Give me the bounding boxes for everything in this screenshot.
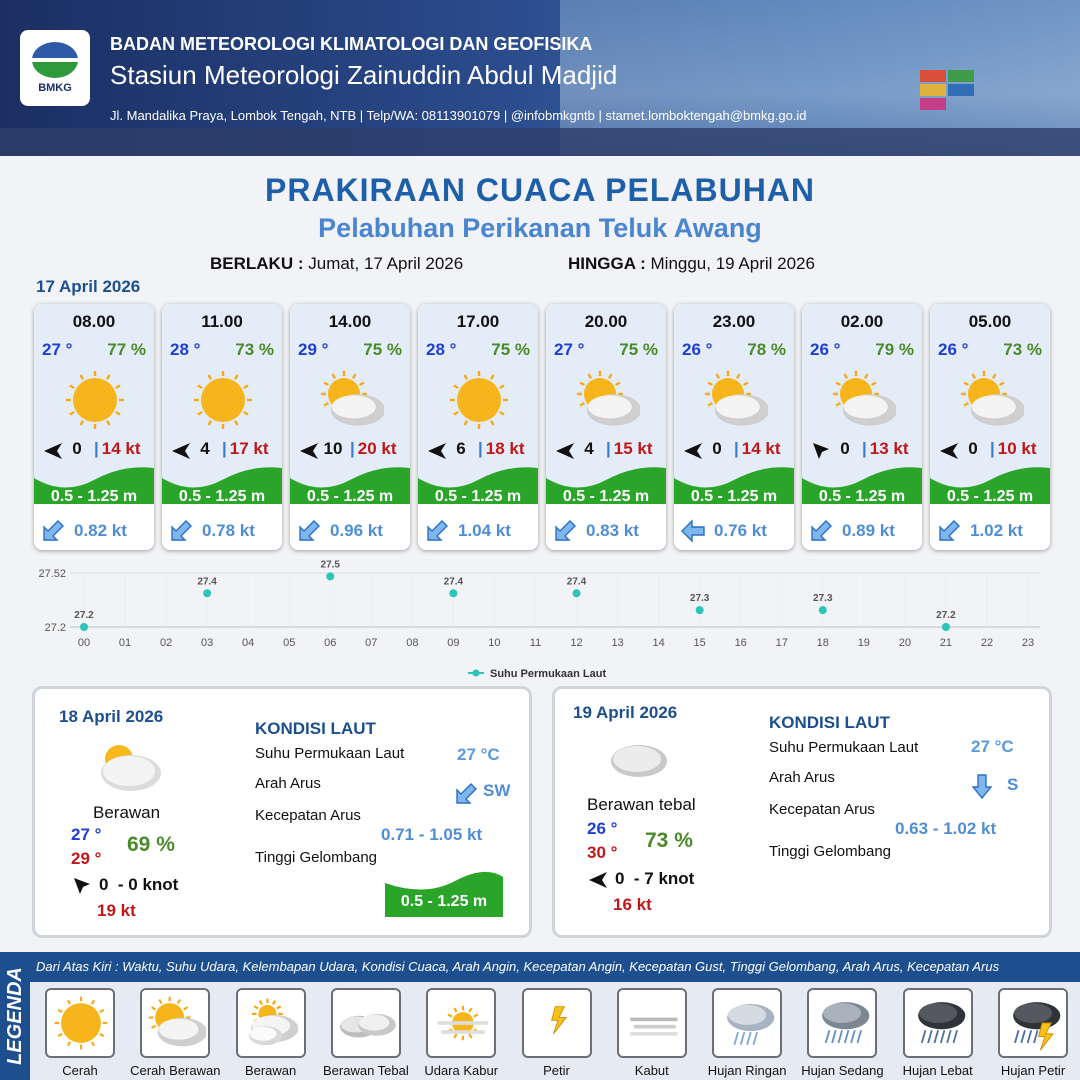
logo-text: BMKG (38, 82, 72, 94)
day3-wave-label: Tinggi Gelombang (769, 843, 892, 860)
forecast-humidity: 73 % (1003, 340, 1042, 359)
station-contact: Jl. Mandalika Praya, Lombok Tengah, NTB | Telp/WA: 08113901079 | @infobmkgntb | stamet.lomboktengah@bmkg.go.id (110, 108, 807, 123)
x-tick-label: 13 (611, 637, 624, 649)
day2-wind: 0 - 0 knot (99, 875, 179, 894)
wave-height: 0.5 - 1.25 m (50, 488, 138, 505)
forecast-card (290, 304, 410, 550)
forecast-card (34, 304, 154, 550)
current-speed: 0.96 kt (330, 521, 383, 540)
hujan-sedang-icon (813, 994, 873, 1057)
current-speed: 0.82 kt (74, 521, 127, 540)
day3-temp-max: 30 ° (587, 843, 618, 862)
day2-curdir-label: Arah Arus (255, 775, 321, 792)
berawan-tebal-icon (337, 994, 397, 1057)
day3-wind: 0 - 7 knot (615, 869, 695, 888)
udara-kabur-icon (432, 994, 492, 1057)
berawan-tebal-icon (607, 735, 671, 781)
forecast-card (802, 304, 922, 550)
bmkg-logo (20, 30, 90, 106)
wind-direction-icon (587, 869, 609, 891)
cerah-berawan-icon (318, 368, 384, 432)
wave-height: 0.5 - 1.25 m (690, 488, 778, 505)
current-direction-icon (168, 518, 194, 544)
day2-curspd-value: 0.71 - 1.05 kt (381, 825, 483, 844)
legend-label: Petir (543, 1063, 570, 1078)
data-label: 27.4 (566, 576, 587, 588)
legend-hujan-sedang (807, 988, 877, 1058)
legend-cerah-berawan (140, 988, 210, 1058)
forecast-time: 23.00 (712, 312, 756, 331)
gust-value: 15 kt (613, 439, 653, 458)
x-tick-label: 17 (775, 637, 788, 649)
valid-from-value: Jumat, 17 April 2026 (308, 254, 464, 273)
legend-label: Hujan Sedang (801, 1063, 884, 1078)
day3-humidity: 73 % (645, 829, 693, 852)
data-point (573, 589, 581, 597)
gust-value: 10 kt (997, 439, 1037, 458)
valid-to (568, 254, 815, 274)
forecast-temp: 28 ° (170, 340, 201, 359)
y-tick-label: 27.52 (38, 568, 66, 580)
data-label: 27.4 (197, 576, 217, 588)
data-label: 27.5 (320, 560, 340, 571)
current-direction-icon (552, 518, 578, 544)
wave-height: 0.5 - 1.25 m (562, 488, 650, 505)
forecast-temp: 26 ° (810, 340, 841, 359)
day3-sst-label: Suhu Permukaan Laut (769, 739, 919, 756)
forecast-time: 20.00 (584, 312, 628, 331)
container-graphic (920, 98, 946, 110)
y-tick-label: 27.2 (44, 622, 66, 634)
forecast-card (162, 304, 282, 550)
x-tick-label: 06 (324, 637, 337, 649)
current-direction-icon (808, 518, 834, 544)
x-tick-label: 18 (816, 637, 829, 649)
day2-date: 18 April 2026 (59, 707, 164, 726)
gust-speed: | 14 kt (94, 439, 141, 458)
day2-temp-max: 29 ° (71, 849, 102, 868)
day3-curspd-value: 0.63 - 1.02 kt (895, 819, 997, 838)
gust-speed: | 14 kt (734, 439, 781, 458)
wind-speed: 0 (840, 439, 850, 458)
cerah-icon (190, 368, 256, 432)
wind-speed: 4 (200, 439, 210, 458)
header-floor (0, 128, 1080, 156)
cerah-icon (51, 994, 111, 1057)
forecast-time: 05.00 (968, 312, 1012, 331)
forecast-temp: 26 ° (682, 340, 713, 359)
legend-label: Cerah Berawan (130, 1063, 221, 1078)
wave-height: 0.5 - 1.25 m (434, 488, 522, 505)
cerah-berawan-icon (702, 368, 768, 432)
current-speed: 0.76 kt (714, 521, 767, 540)
legend-cerah (45, 988, 115, 1058)
current-direction-icon (424, 518, 450, 544)
wind-speed: 0 (712, 439, 722, 458)
x-tick-label: 01 (118, 637, 132, 649)
gust-speed: | 17 kt (222, 439, 269, 458)
day3-condition: Berawan tebal (587, 795, 696, 814)
day2-curspd-label: Kecepatan Arus (255, 807, 361, 824)
gust-value: 14 kt (741, 439, 781, 458)
berawan-icon (242, 994, 302, 1057)
legend-hujan-ringan (712, 988, 782, 1058)
agency-name: BADAN METEOROLOGI KLIMATOLOGI DAN GEOFISIKA (110, 34, 593, 54)
day3-date: 19 April 2026 (573, 703, 678, 722)
legend-hujan-petir (998, 988, 1068, 1058)
gust-speed: | 10 kt (990, 439, 1037, 458)
current-direction-icon (453, 781, 481, 807)
x-tick-label: 19 (857, 637, 870, 649)
current-speed: 0.89 kt (842, 521, 895, 540)
station-name: Stasiun Meteorologi Zainuddin Abdul Madjid (110, 60, 618, 90)
data-point (449, 589, 457, 597)
current-direction-icon (680, 518, 706, 544)
legend-label: Berawan Tebal (323, 1063, 409, 1078)
gust-speed: | 15 kt (606, 439, 653, 458)
container-graphic (948, 70, 974, 82)
x-tick-label: 15 (693, 637, 706, 649)
wind-speed: 4 (584, 439, 594, 458)
x-tick-label: 21 (939, 637, 953, 649)
current-direction-icon (971, 773, 993, 801)
wind-speed: 0 (968, 439, 978, 458)
gust-value: 14 kt (101, 439, 141, 458)
cerah-berawan-icon (574, 368, 640, 432)
forecast-card (418, 304, 538, 550)
legend-label: Hujan Petir (1000, 1063, 1066, 1078)
page-subtitle: Pelabuhan Perikanan Teluk Awang (318, 213, 762, 243)
day2-gust: 19 kt (97, 901, 136, 920)
x-tick-label: 00 (77, 637, 91, 649)
current-direction-icon (40, 518, 66, 544)
day3-curdir-label: Arah Arus (769, 769, 835, 786)
x-tick-label: 02 (159, 637, 173, 649)
forecast-humidity: 78 % (747, 340, 786, 359)
legend-hujan-lebat (903, 988, 973, 1058)
page-title: PRAKIRAAN CUACA PELABUHAN (264, 172, 816, 208)
legend-udara-kabur (426, 988, 496, 1058)
current-speed: 0.83 kt (586, 521, 639, 540)
legend-berawan-tebal (331, 988, 401, 1058)
forecast-time: 17.00 (456, 312, 500, 331)
container-graphic (948, 84, 974, 96)
forecast-temp: 29 ° (298, 340, 329, 359)
forecast-temp: 27 ° (554, 340, 585, 359)
hujan-ringan-icon (718, 994, 778, 1057)
forecast-card (930, 304, 1050, 550)
x-tick-label: 08 (406, 637, 419, 649)
day2-curdir-value: SW (483, 781, 511, 800)
x-tick-label: 16 (734, 637, 747, 649)
data-label: 27.4 (443, 576, 464, 588)
x-tick-label: 05 (283, 637, 296, 649)
legend-title: LEGENDA (4, 967, 26, 1065)
day2-wave-label: Tinggi Gelombang (255, 849, 378, 866)
wind-direction-icon (71, 875, 93, 897)
cerah-berawan-icon (830, 368, 896, 432)
current-direction-icon (936, 518, 962, 544)
forecast-humidity: 73 % (235, 340, 274, 359)
hujan-lebat-icon (909, 994, 969, 1057)
day2-panel (32, 686, 532, 938)
legend-label: Hujan Ringan (707, 1063, 787, 1078)
valid-from (210, 254, 463, 274)
legend-petir (522, 988, 592, 1058)
forecast-card (546, 304, 666, 550)
legend-label: Kabut (634, 1063, 669, 1078)
wave-height: 0.5 - 1.25 m (306, 488, 394, 505)
current-speed: 1.02 kt (970, 521, 1023, 540)
current-direction-icon (296, 518, 322, 544)
forecast-time: 08.00 (72, 312, 116, 331)
x-tick-label: 12 (570, 637, 583, 649)
x-tick-label: 10 (488, 637, 501, 649)
forecast-time: 11.00 (201, 312, 243, 331)
day3-sst-value: 27 °C (971, 737, 1014, 756)
cerah-berawan-icon (958, 368, 1024, 432)
day2-sea-title: KONDISI LAUT (255, 719, 376, 738)
forecast-temp: 27 ° (42, 340, 73, 359)
container-graphic (920, 84, 946, 96)
valid-to-value: Minggu, 19 April 2026 (650, 254, 815, 273)
forecast-humidity: 75 % (491, 340, 530, 359)
legend-description: Dari Atas Kiri : Waktu, Suhu Udara, Kelembapan Udara, Kondisi Cuaca, Arah Angin, Kecepatan Angin, Kecepatan Gust, Tinggi Gelombang, Arah Arus, Kecepatan Arus (30, 952, 1080, 982)
forecast-time: 14.00 (328, 312, 372, 331)
valid-to-label: HINGGA : (568, 254, 646, 273)
gust-speed: | 13 kt (862, 439, 909, 458)
data-label: 27.3 (689, 593, 710, 605)
day3-curspd-label: Kecepatan Arus (769, 801, 875, 818)
kabut-icon (623, 994, 683, 1057)
forecast-humidity: 75 % (363, 340, 402, 359)
data-point (203, 589, 211, 597)
gust-value: 17 kt (229, 439, 269, 458)
wave-height: 0.5 - 1.25 m (818, 488, 906, 505)
data-label: 27.3 (813, 593, 833, 605)
legend-kabut (617, 988, 687, 1058)
legend-berawan (236, 988, 306, 1058)
wind-speed: 10 (323, 439, 343, 458)
x-tick-label: 14 (652, 637, 665, 649)
legend-label: Berawan (244, 1063, 297, 1078)
x-tick-label: 04 (242, 637, 255, 649)
gust-speed: | 20 kt (350, 439, 397, 458)
wave-height: 0.5 - 1.25 m (178, 488, 266, 505)
gust-value: 13 kt (869, 439, 909, 458)
legend-swatch (473, 670, 480, 677)
x-tick-label: 11 (529, 637, 542, 649)
data-label: 27.2 (74, 610, 94, 621)
legend-label: Suhu Permukaan Laut (490, 668, 607, 680)
day2-condition: Berawan (93, 803, 161, 822)
container-graphic (920, 70, 946, 82)
day3-curdir-value: S (1007, 775, 1019, 794)
valid-from-label: BERLAKU : (210, 254, 304, 273)
x-tick-label: 23 (1021, 637, 1035, 649)
forecast-humidity: 79 % (875, 340, 914, 359)
data-point (819, 606, 827, 614)
forecast-temp: 28 ° (426, 340, 457, 359)
day3-temp-min: 26 ° (587, 819, 618, 838)
sea-temp-chart (0, 560, 1080, 690)
gust-value: 20 kt (357, 439, 397, 458)
legend-label: Cerah (62, 1063, 98, 1078)
legend-label: Udara Kabur (424, 1063, 499, 1078)
day3-sea-title: KONDISI LAUT (769, 713, 890, 732)
data-point (942, 623, 950, 631)
forecast-humidity: 77 % (107, 340, 146, 359)
wind-speed: 0 (72, 439, 82, 458)
cerah-berawan-icon (146, 994, 206, 1057)
gust-value: 18 kt (485, 439, 525, 458)
hujan-petir-icon (1004, 994, 1064, 1057)
x-tick-label: 09 (447, 637, 460, 649)
current-speed: 1.04 kt (458, 521, 511, 540)
x-tick-label: 20 (898, 637, 911, 649)
cerah-icon (446, 368, 512, 432)
forecast-temp: 26 ° (938, 340, 969, 359)
wave-height: 0.5 - 1.25 m (946, 488, 1034, 505)
day2-sst-label: Suhu Permukaan Laut (255, 745, 405, 762)
cerah-icon (62, 368, 128, 432)
day2-wave-value: 0.5 - 1.25 m (400, 893, 488, 910)
legend-label: Hujan Lebat (902, 1063, 973, 1078)
day3-gust: 16 kt (613, 895, 652, 914)
forecast-card (674, 304, 794, 550)
wind-speed: 6 (456, 439, 466, 458)
forecast-time: 02.00 (840, 312, 884, 331)
x-tick-label: 07 (365, 637, 378, 649)
bmkg-globe-icon (32, 42, 78, 78)
petir-icon (528, 994, 588, 1057)
day2-sst-value: 27 °C (457, 745, 500, 764)
day3-panel (552, 686, 1052, 938)
day2-temp-min: 27 ° (71, 825, 102, 844)
data-point (696, 606, 704, 614)
x-tick-label: 22 (980, 637, 994, 649)
forecast-humidity: 75 % (619, 340, 658, 359)
gust-speed: | 18 kt (478, 439, 525, 458)
x-tick-label: 03 (201, 637, 214, 649)
data-label: 27.2 (936, 610, 956, 621)
day1-date: 17 April 2026 (36, 277, 141, 296)
berawan-icon (93, 737, 163, 797)
day2-humidity: 69 % (127, 833, 175, 856)
data-point (326, 572, 334, 580)
current-speed: 0.78 kt (202, 521, 255, 540)
data-point (80, 623, 88, 631)
